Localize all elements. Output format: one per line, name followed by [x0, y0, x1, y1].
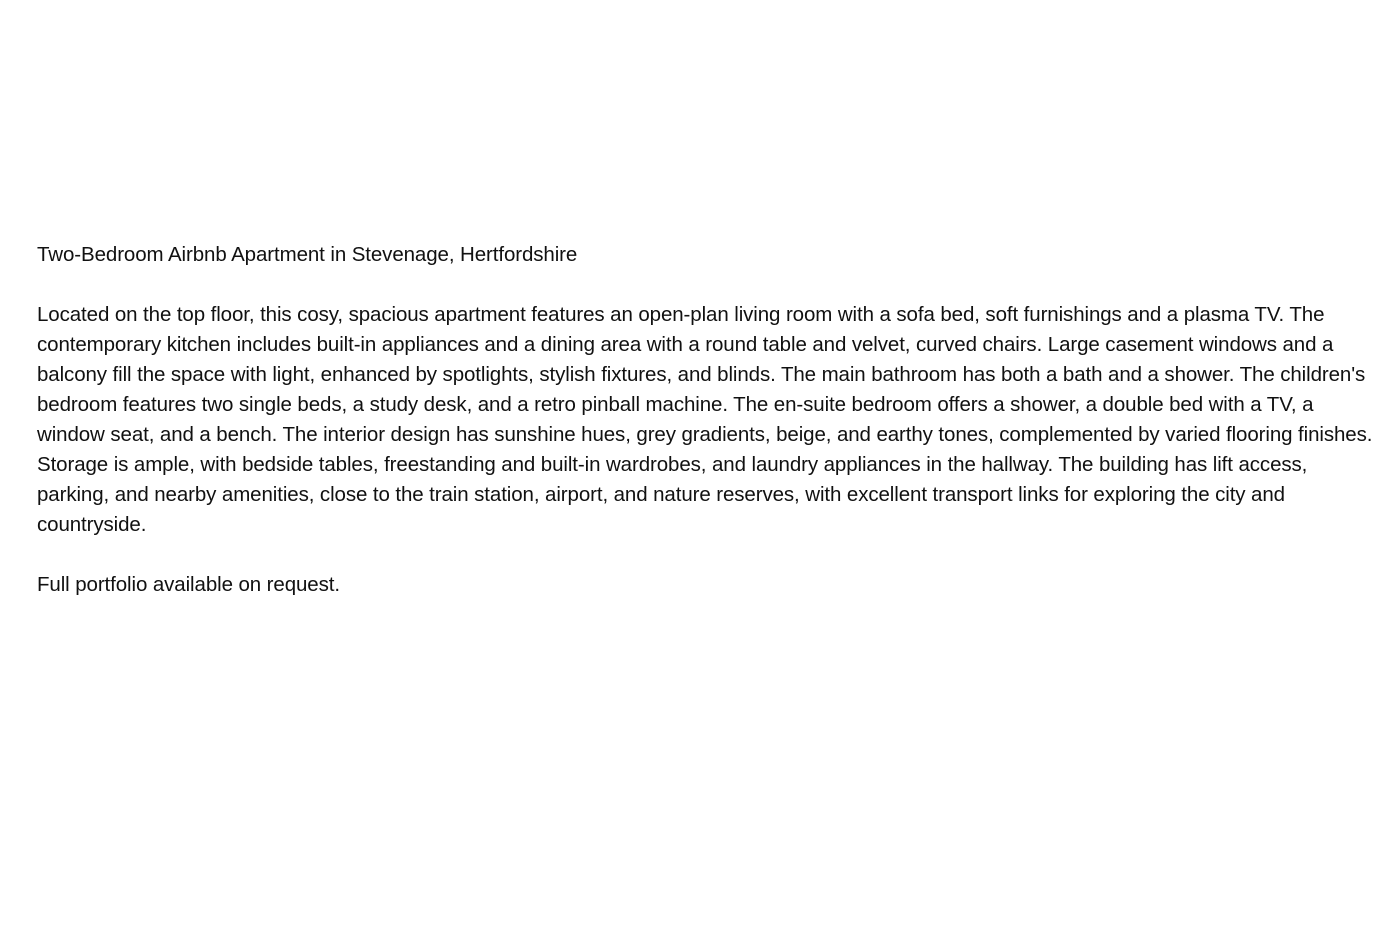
- spacer: [37, 540, 1377, 570]
- spacer: [37, 270, 1377, 300]
- portfolio-note: Full portfolio available on request.: [37, 573, 340, 596]
- project-text-block: [37, 240, 1377, 600]
- project-description: Located on the top floor, this cosy, spacious apartment features an open-plan living room with a sofa bed, soft furnishings and a plasma TV. The contemporary kitchen includes built-in appliances and a dining area with a round table and velvet, curved chairs. Large casement windows and a balcony fill the space with light, enhanced by spotlights, stylish fixtures, and blinds. The main bathroom has both a bath and a shower. The children's bedroom features two single beds, a study desk, and a retro pinball machine. The en-suite bedroom offers a shower, a double bed with a TV, a window seat, and a bench. The interior design has sunshine hues, grey gradients, beige, and earthy tones, complemented by varied flooring finishes. Storage is ample, with bedside tables, freestanding and built-in wardrobes, and laundry appliances in the hallway. The building has lift access, parking, and nearby amenities, close to the train station, airport, and nature reserves, with excellent transport links for exploring the city and countryside.: [37, 303, 1373, 536]
- project-title: Two-Bedroom Airbnb Apartment in Stevenage, Hertfordshire: [37, 243, 578, 266]
